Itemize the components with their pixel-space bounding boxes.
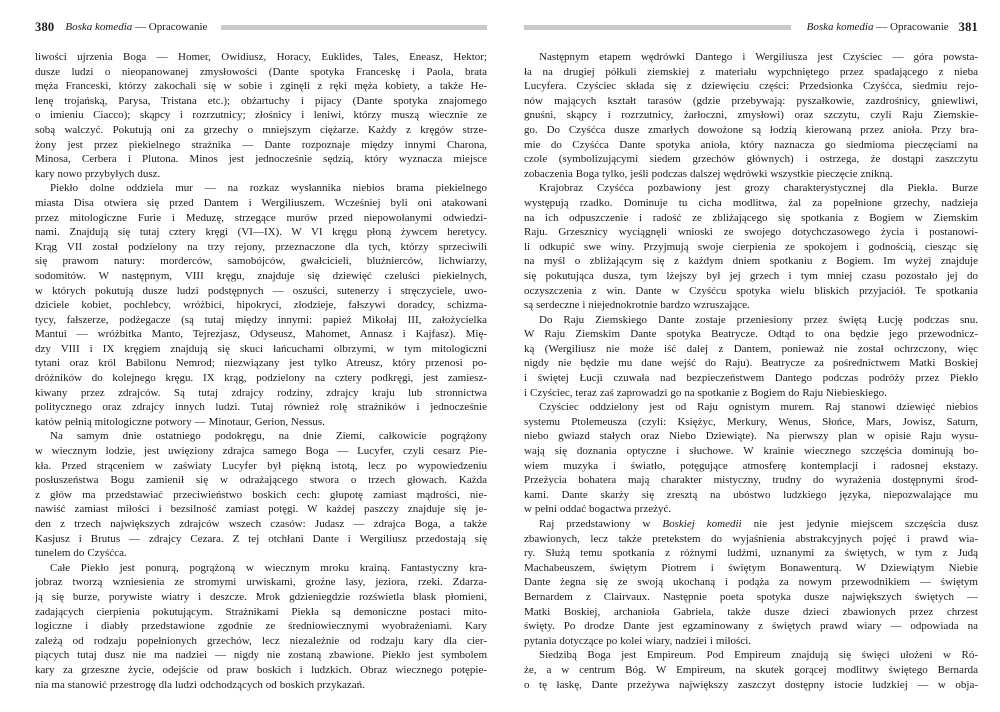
text-line: Mantui — wróżbitka Manto, Tejrezjasz, Odyseusz, Mahomet, Annasz i Kajfasz). Mię- [35,328,487,341]
text-line: Siedzibą Boga jest Empireum. Pod Empireum znajdują się święci ułożeni w Ró- [539,649,978,662]
text-line: Machabeuszem, świętym Piotrem i świętym Bonawenturą. W Dziewiątym Niebie [524,561,978,574]
text-line: w pełni oddać bogactwa przeżyć. [524,503,672,516]
text-line: posłuszeństwa Bogu zamienił się w odrażającego stwora o trzech głowach. Każda [35,474,487,487]
text-line: się prawom natury: morderców, samobójców, gwałcicieli, bluźnierców, lichwiarzy, [35,255,487,268]
page-left [35,0,487,712]
text-line: że, a w centrum Bóg. W Empireum, na skutek gorącej modlitwy świętego Bernarda [524,663,978,676]
text-line: Na samym dnie ostatniego podokręgu, na dnie Ziemi, całkowicie pogrążony [50,430,487,443]
text-line: ją się burze, porywiste wiatry i deszcze. Mrok gdzieniegdzie rozświetla blask płomieni, [35,590,487,603]
text-line: Raj przedstawiony w Boskiej komedii nie jest jedynie miejscem szczęścia dusz [539,518,978,530]
text-line: gnuśni, skąpcy i rozrzutnicy, żarłoczni, zmysłowi) oraz szczytu, czyli Raju Ziemskie- [524,109,978,122]
text-line: w których pokutują dusze ludzi podstępnych — oszuści, sutenerzy i stręczyciele, uwo- [35,284,487,297]
page-header [35,19,487,35]
header-rule [221,25,487,30]
text-line: sodomitów. W następnym, VIII kręgu, znajduje się dziewięć czeluści piekielnych, [35,269,487,282]
text-line: dziciele kobiet, pochlebcy, wróżbici, hipokryci, złodzieje, fałszywi doradcy, schizma- [35,299,487,312]
text-line: miasta Disa otwiera się przed Dantem i Wergiliuszem. Wcześniej byli oni atakowani [35,196,487,209]
text-line: z głów ma przedstawiać przeciwieństwo boskich cech: głupotę zamiast mądrości, nie- [35,488,487,501]
page-body [35,50,487,692]
page-number: 380 [35,20,55,34]
text-line: W Raju Ziemskim Dante spotyka Beatrycze. Odtąd to ona będzie jego przewodnicz- [524,328,978,341]
text-line: Minosa, Cerbera i Plutona. Minos jest jednocześnie sędzią, który wyznacza miejsce [35,153,487,166]
text-line: są serdeczne i niejednokrotnie bardzo wzruszające. [524,299,750,312]
text-line: niebo gwiazd stałych oraz Niebo Dziewiąte). Na pierwszy plan w opisie Raju wysu- [524,430,978,443]
text-line: Czyściec oddzielony jest od Raju ognistym murem. Raj stanowi dziewięć niebios [539,401,978,414]
text-line: Przeżycia bohatera mają charakter mistyczny, trudny do wyrażenia dostępnymi środ- [524,474,978,487]
text-line: go. Do Czyśćca dusze zmarłych dowożone są łodzią kierowaną przez anioła. Przy bra- [524,123,978,136]
page-right [524,0,978,712]
text-line: czole (symbolizującymi siedem grzechów głównych) i ostrzega, że dostąpi zaszczytu [524,153,978,166]
text-line: dzy VIII i IX kręgiem znajdują się skuci łańcuchami olbrzymi, w tym mitologiczni [35,342,487,355]
text-line: żony jest przez piekielnego strażnika — Dante rozpoznaje między innymi Charona, [35,138,487,151]
text-line: ła na drugiej półkuli ziemskiej z materiału wypchniętego przez spadającego z nieba [524,65,978,78]
text-line: o tę łaskę, Dante przeżywa największy zaszczyt dostępny istocie ludzkiej — w obja- [524,678,978,691]
page-body [524,50,978,692]
text-line: Bernardem z Clairvaux. Następnie poeta spotyka dusze największych świętych — [524,590,978,603]
text-line: ry. Służą temu spotkania z różnymi ludźmi, uznanymi za świętych, w tym z Judą [524,547,978,560]
text-line: mie do Czyśćca Dante spotyka anioła, który naznacza go siedmioma pieczęciami na [524,138,978,151]
text-line: Raju. Grzesznicy wyciągnęli wnioski ze swojego dotychczasowego życia i postanowi- [524,226,978,239]
text-line: w wiecznym lodzie, jest uwięziony zdrajca samego Boga — Lucyfer, czyli cesarz Pie- [35,445,487,458]
text-line: logiczne i diabły przedstawione zgodnie ze średniowiecznymi wyobrażeniami. Kary [35,620,487,633]
running-head-title: Boska komedia [806,21,874,33]
text-line: Lucyfera. Czyściec składa się z dziewięciu części: Przedsionka Czyśćca, siedmiu rejo- [524,80,978,93]
text-line: tycy, fałszerze, podżegacze (są tutaj między innymi: papież Mikołaj III, założycielka [35,313,487,326]
running-head-title: Boska komedia [65,21,133,33]
text-line: Piekło dolne oddziela mur — na rozkaz wysłannika niebios brama piekielnego [50,182,487,195]
text-line: jobraz tworzą wzniesienia ze stromymi urwiskami, groźne lasy, jeziora, rzeki. Zdarza- [35,576,487,589]
text-line: ką (Wergiliusz nie może iść dalej z Dantem, ponieważ nie został ochrzczony, więc [524,342,978,355]
header-rule [524,25,791,30]
text-line: Kasjusz i Brutus — zdrajcy Cezara. Z tej otchłani Dante i Wergiliusz przedostają się [35,532,487,545]
running-head-subtitle: — Opracowanie [132,21,208,33]
text-line: kła. Przed strąceniem w zaświaty Lucyfer był piękną istotą, lecz po wypowiedzeniu [35,459,487,472]
text-line: zadających cierpienia pokutującym. Strażnikami Piekła są demoniczne postaci mito- [35,605,487,618]
text-line: katów pełnią mitologiczne potwory — Minotaur, Gerion, Nessus. [35,415,325,428]
text-line: zobaczenia Boga tylko, jeśli podczas dalszej wędrówki wszystkie pieczęcie znikną. [524,167,893,180]
text-line: den z trzech największych zdrajców wszech czasów: Judasz — zdrajca Boga, a także [35,518,487,530]
text-line: wają się doznania optyczne i słuchowe. W krainie wiecznego szczęścia dominują bo- [524,445,978,458]
text-line: o imieniu Ciacco); skąpcy i rozrzutnicy; złośnicy i leniwi, którzy muszą wiecznie ze [35,109,487,122]
running-head-subtitle: — Opracowanie [873,21,949,33]
text-line: Następnym etapem wędrówki Dantego i Wergiliusza jest Czyściec — góra powsta- [539,51,978,63]
text-line: przez mitologiczne Furie i Meduzę, strzegące murów przed niepowołanymi odwiedzi- [35,211,487,224]
text-line: pytania dotyczące po kolei wiary, nadziei i miłości. [524,634,752,647]
text-line: zależą od rodzaju popełnionych grzechów, lecz niezależnie od rodzaju kary dla cier- [35,634,487,647]
text-line: nami. Znajdują się tutaj cztery kręgi (VI—IX). W VI kręgu płoną żywcem heretycy. [35,226,487,239]
text-line: na myśl o zbliżającym się z każdym dniem spotkaniu z Bogiem. Im wyżej znajduje [524,255,978,268]
text-line: liwości ujrzenia Boga — Homer, Owidiusz, Horacy, Euklides, Tales, Eneasz, Hektor; [35,51,487,63]
text-line: występują rzadko. Dominuje tu cicha modlitwa, żal za popełnione grzechy, nadzieja [524,196,978,209]
text-line: zbawionych, lecz także pretekstem do wyjaśnienia abstrakcyjnych pojęć i prawd wia- [524,532,978,545]
text-line: kary za grzeszne życie, odejście od praw boskich i ludzkich. Obraz wiecznego potępie- [35,663,487,676]
text-line: kary nowo przybyłych dusz. [35,167,161,180]
text-line: oczyszczenia z win. Dante w Czyśćcu spotyka wielu bliskich przyjaciół. Te spotkania [524,284,978,297]
text-line: Do Raju Ziemskiego Dante zostaje przeniesiony przez świętą Łucję podczas snu. [539,313,978,326]
text-line: męża Franceski, którzy zakochali się w sobie i zginęli z ręki męża kobiety, a także He- [35,80,487,93]
page-header [524,19,978,35]
running-head [807,19,949,35]
text-line: kami. Dante skarży się zresztą na ubóstwo ludzkiego języka, niepozwalające mu [524,488,978,501]
text-line: nigdy nie będzie mu dane wejść do Raju). Beatrycze za pośrednictwem Matki Boskiej [524,357,978,370]
text-line: sobą walczyć. Pokutują oni za grzechy o mniejszym ciężarze. Każdy z kręgów strze- [35,123,487,136]
running-head [65,19,207,35]
text-line: li odkupić swe winy. Przyjmują swoje cierpienia ze spokojem i godnością, ciesząc się [524,240,978,253]
text-line: Krajobraz Czyśćca pozbawiony jest grozy charakterystycznej dla Piekła. Burze [539,182,978,195]
text-line: Dante żegna się ze swoją ukochaną i podąża za nowym przewodnikiem — świętym [524,576,978,589]
text-line: piących tutaj dusz nie ma nadziei — nigdy nie zostaną zbawione. Piekło jest symbolem [35,649,487,662]
text-line: Matki Boskiej, archanioła Gabriela, także dusze dzieci zbawionych przez chrzest [524,605,978,618]
text-line: kiwany przez zdrajców. Są tutaj zdrajcy rodziny, zdrajcy kraju lub stronnictwa [35,386,487,399]
text-line: i świętej Łucji czuwała nad bezpieczeństwem Dantego podczas podróży przez Piekło [524,372,978,385]
page-number: 381 [958,20,978,34]
text-line: nia ma stanowić przestrogę dla ludzi odchodzących od boskich przykazań. [35,678,365,691]
text-line: lenę trojańską, Parysa, Tristana etc.); obżartuchy i pijacy (Dante spotyka znajomego [35,94,487,107]
text-line: politycznego oraz zdrajcy innych ludzi. Tutaj również rolę strażników i jednocześnie [35,401,487,414]
text-line: Całe Piekło jest ponurą, pogrążoną w wiecznym mroku krainą. Fantastyczny kra- [50,561,487,574]
text-line: święty. Po drodze Dante jest egzaminowany z świętych prawd wiary — odpowiada na [524,620,978,633]
text-line: i Czyściec, teraz zaś zaprowadzi go na spotkanie z Bogiem do Raju Niebieskiego. [524,386,887,399]
text-line: nów mających kształt tarasów (gdzie przebywają: pyszałkowie, zazdrośnicy, gniewliwi, [524,94,978,107]
text-line: się pokutująca dusza, tym lżejszy był jej grzech i tym mniej czasu pozostało jej do [524,269,978,282]
text-line: dróżników do kolejnego kręgu. IX krąg, podzielony na cztery podkręgi, jest zamiesz- [35,372,487,385]
text-line: systemu Ptolemeusza (czyli: Księżyc, Merkury, Wenus, Słońce, Mars, Jowisz, Saturn, [524,415,978,428]
text-line: Krąg VII został podzielony na trzy rejony, przeznaczone dla tych, którzy sprzeciwili [35,240,487,253]
text-line: tunelem do Czyśćca. [35,547,127,560]
text-line: nawiść zamiast miłości i bezsilność zamiast potęgi. W każdej paszczy znajduje się je- [35,503,487,516]
text-line: na ich odpuszczenie i radość ze zbliżającego się spotkania z Bogiem w Ziemskim [524,211,978,224]
text-line: dusze ludzi o nieopanowanej zmysłowości (Dante spotyka Franceskę i Paola, brata [35,65,487,78]
text-line: wiem muzyka i światło, potęgujące atmosferę kontemplacji i radosnej ekstazy. [524,459,978,472]
text-line: tytani oraz król Babilonu Nemrod; niezwiązany jest tylko Atreusz, który przenosi po- [35,357,487,370]
